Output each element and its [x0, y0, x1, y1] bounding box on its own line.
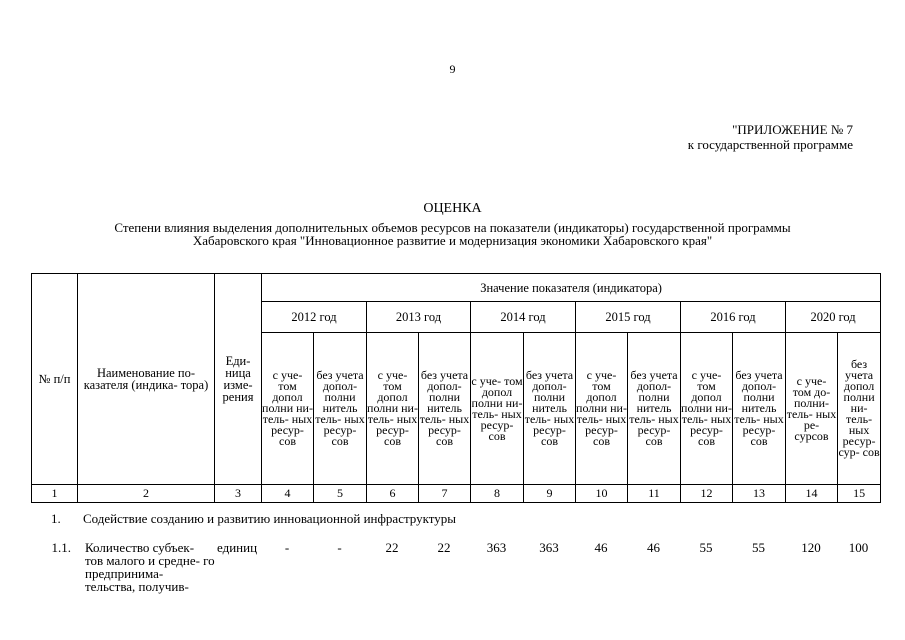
header-num: № п/п [32, 274, 78, 485]
header-year: 2013 год [367, 302, 471, 333]
row-number: 1.1. [51, 540, 71, 555]
document-subtitle [40, 221, 865, 247]
column-number: 9 [524, 485, 576, 503]
appendix-subtitle: к государственной программе [687, 137, 853, 152]
subtitle-line-2: Хабаровского края "Инновационное развитие и модернизация экономики Хабаровского края" [192, 233, 713, 248]
row-value: 46 [594, 540, 608, 555]
row-value: 46 [647, 540, 660, 555]
header-unit: Еди- ница изме- рения [215, 274, 262, 485]
column-number: 4 [262, 485, 314, 503]
section-title: Содействие созданию и развитию инновационной инфраструктуры [83, 511, 457, 526]
row-value: 22 [385, 540, 399, 555]
header-without-extra: без учета допол- полни нитель тель- ных ресур- сов [628, 333, 681, 485]
row-value: 120 [801, 540, 821, 555]
column-number: 13 [733, 485, 786, 503]
header-with-extra: с уче- том допол полни ни- тель- ных ресур- сов [367, 333, 419, 485]
header-name: Наименование по- казателя (индика- тора) [78, 274, 215, 485]
row-value: 363 [539, 540, 559, 555]
header-with-extra: с уче- том до- полни- тель- ных ре- сурсов [786, 333, 838, 485]
column-number: 12 [681, 485, 733, 503]
header-without-extra: без учета допол- полни нитель тель- ных ресур- сов [314, 333, 367, 485]
header-without-extra: без учета допол полни ни- тель- ных ресур- сур- сов [838, 333, 881, 485]
row-name: Количество субъек- тов малого и средне- го предпринима- тельства, получив- [85, 540, 215, 594]
column-number: 11 [628, 485, 681, 503]
table-row [31, 541, 881, 621]
row-value: - [284, 540, 290, 555]
row-value: 363 [486, 540, 507, 555]
column-number: 3 [215, 485, 262, 503]
indicator-table [31, 273, 881, 503]
header-value: Значение показателя (индикатора) [262, 274, 881, 302]
header-without-extra: без учета допол- полни нитель тель- ных ресур- сов [524, 333, 576, 485]
appendix-heading [688, 122, 853, 152]
column-number: 6 [367, 485, 419, 503]
subtitle-line-1: Степени влияния выделения дополнительных объемов ресурсов на показатели (индикаторы) государственной программы [114, 220, 791, 235]
header-year: 2016 год [681, 302, 786, 333]
section-number: 1. [51, 511, 61, 526]
header-year: 2015 год [576, 302, 681, 333]
row-unit: единиц [217, 540, 258, 555]
row-value: - [337, 540, 342, 555]
column-number: 1 [32, 485, 78, 503]
appendix-title: "ПРИЛОЖЕНИЕ № 7 [732, 122, 853, 137]
column-number: 14 [786, 485, 838, 503]
header-with-extra: с уче- том допол полни ни- тель- ных ресур- сов [681, 333, 733, 485]
row-value: 55 [752, 540, 765, 555]
column-number: 8 [471, 485, 524, 503]
page-number: 9 [449, 62, 456, 76]
header-year: 2014 год [471, 302, 576, 333]
column-number: 10 [576, 485, 628, 503]
row-value: 55 [699, 540, 713, 555]
header-with-extra: с уче- том допол полни ни- тель- ных ресур- сов [471, 333, 524, 485]
header-year: 2020 год [786, 302, 881, 333]
column-number: 2 [78, 485, 215, 503]
header-with-extra: с уче- том допол полни ни- тель- ных ресур- сов [576, 333, 628, 485]
header-year: 2012 год [262, 302, 367, 333]
document-title: ОЦЕНКА [423, 201, 482, 216]
column-number: 15 [838, 485, 881, 503]
header-with-extra: с уче- том допол полни ни- тель- ных ресур- сов [262, 333, 314, 485]
row-value: 100 [848, 540, 869, 555]
header-without-extra: без учета допол- полни нитель тель- ных ресур- сов [419, 333, 471, 485]
row-value: 22 [437, 540, 451, 555]
header-without-extra: без учета допол- полни нитель тель- ных ресур- сов [733, 333, 786, 485]
column-number: 5 [314, 485, 367, 503]
column-number: 7 [419, 485, 471, 503]
